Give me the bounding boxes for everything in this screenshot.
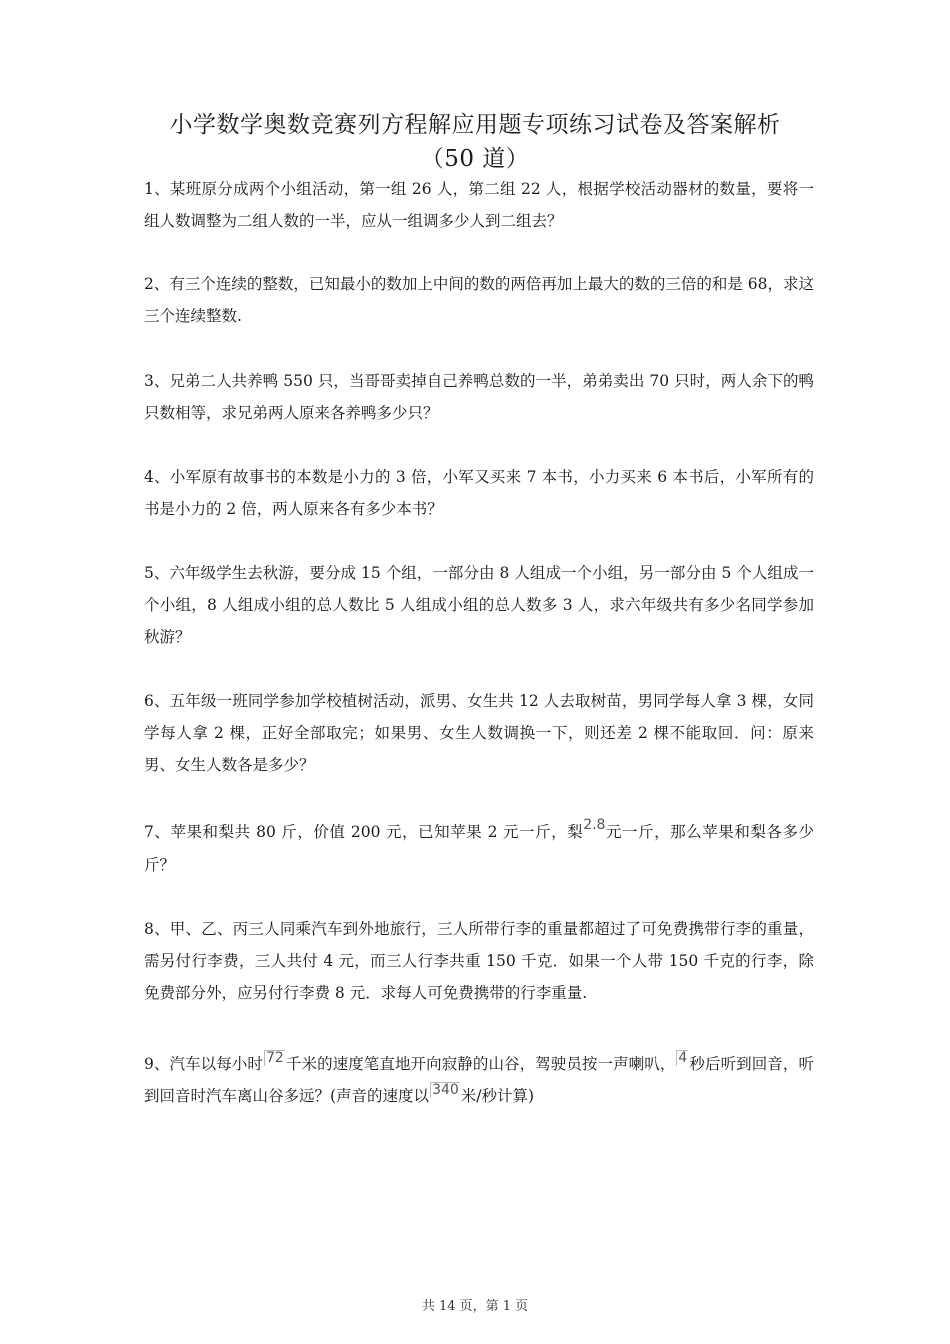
page-footer: 共 14 页，第 1 页 [421,1299,529,1314]
question-9-text-d: 米/秒计算) [460,1087,535,1105]
question-9-text-b: 千米的速度笔直地开向寂静的山谷，驾驶员按一声喇叭， [285,1055,676,1073]
question-9 [144,1048,814,1112]
question-4 [144,461,814,525]
seconds-value-image: 4 [678,1050,688,1066]
price-value-image: 2.8 [583,817,606,833]
question-3 [144,365,814,429]
question-2 [144,268,814,332]
question-1-text: 1、某班原分成两个小组活动，第一组 26 人，第二组 22 人，根据学校活动器材的数量，要将一组人数调整为二组人数的一半，应从一组调多少人到二组去？ [144,180,814,230]
question-4-text: 4、小军原有故事书的本数是小力的 3 倍，小军又买来 7 本书，小力买来 6 本书后，小军所有的书是小力的 2 倍，两人原来各有多少本书？ [144,468,814,518]
question-7-text [144,816,814,881]
sound-speed-value-image: 340 [432,1082,459,1098]
question-2-text: 2、有三个连续的整数，已知最小的数加上中间的数的两倍再加上最大的数的三倍的和是 68，求这三个连续整数. [144,275,815,325]
question-5 [144,557,814,653]
question-6 [144,685,814,781]
question-1 [144,173,814,237]
question-7-text-b: 元一斤，那么苹果和梨各多少斤？ [144,823,814,874]
question-6-text: 6、五年级一班同学参加学校植树活动，派男、女生共 12 人去取树苗，男同学每人拿 3 棵，女同学每人拿 2 棵，正好全部取完；如果男、女生人数调换一下，则还差 2 棵不能取回．问：原来男、女生人数各是多少？ [144,692,814,774]
page-subtitle: （50 道） [420,146,530,172]
question-8-text: 8、甲、乙、丙三人同乘汽车到外地旅行，三人所带行李的重量都超过了可免费携带行李的重量，需另付行李费，三人共付 4 元，而三人行李共重 150 千克．如果一个人带 150 千克的行李，除免费部分外，应另付行李费 8 元．求每人可免费携带的行李重量. [144,920,814,1002]
question-7-text-a: 7、苹果和梨共 80 斤，价值 200 元，已知苹果 2 元一斤，梨 [144,823,584,841]
speed-value-image: 72 [266,1050,284,1066]
question-9-text-a: 9、汽车以每小时 [144,1055,263,1073]
question-3-text: 3、兄弟二人共养鸭 550 只，当哥哥卖掉自己养鸭总数的一半，弟弟卖出 70 只时，两人余下的鸭只数相等，求兄弟两人原来各养鸭多少只？ [144,372,814,422]
question-7 [144,816,814,881]
page-title: 小学数学奥数竞赛列方程解应用题专项练习试卷及答案解析 [169,112,781,138]
question-9-text-c: 秒后听到回音，听到回音时汽车离山谷多远？(声音的速度以 [144,1055,814,1105]
question-9-text [144,1048,814,1112]
question-8 [144,913,814,1009]
question-5-text: 5、六年级学生去秋游，要分成 15 个组，一部分由 8 人组成一个小组，另一部分由 5 个人组成一个小组，8 人组成小组的总人数比 5 人组成小组的总人数多 3 人，求六年级共有多少名同学参加秋游？ [144,564,814,646]
